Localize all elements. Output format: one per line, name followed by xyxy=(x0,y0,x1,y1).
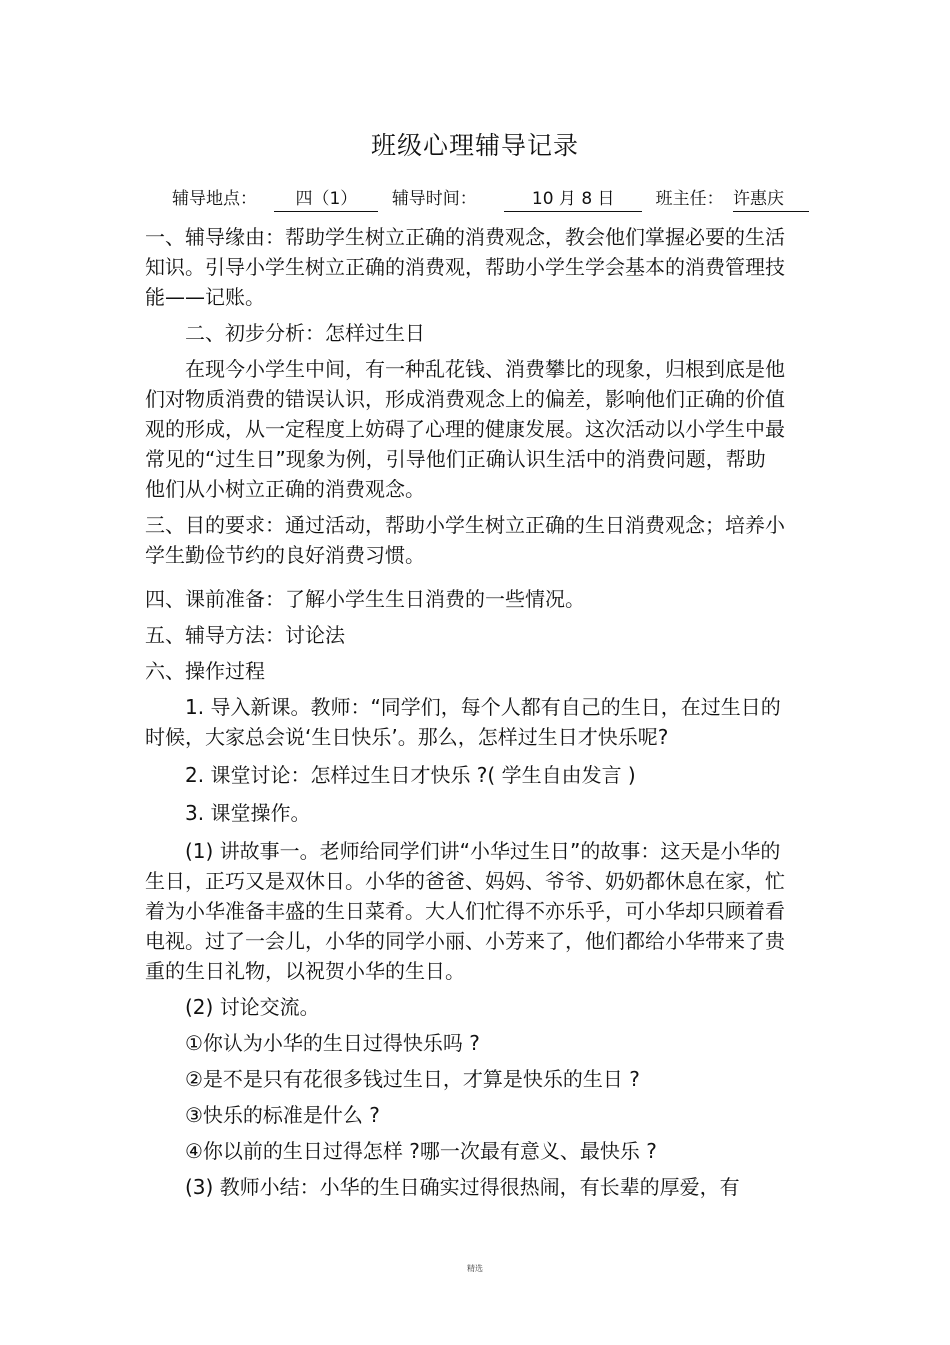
document-title: 班级心理辅导记录 xyxy=(370,131,579,160)
record-meta-line xyxy=(172,184,809,212)
section-analysis-heading: 二、初步分析：怎样过生日 xyxy=(185,321,425,345)
question-3: ③快乐的标准是什么 ? xyxy=(185,1103,380,1127)
section-method: 五、辅导方法：讨论法 xyxy=(145,623,345,647)
time-value: 10 月 8 日 xyxy=(504,184,642,212)
location-label: 辅导地点： xyxy=(172,189,257,209)
question-4: ④你以前的生日过得怎样 ?哪一次最有意义、最快乐 ? xyxy=(185,1139,657,1163)
question-1: ①你认为小华的生日过得快乐吗 ? xyxy=(185,1031,480,1055)
teacher-value: 许惠庆 xyxy=(733,184,809,212)
process-step-2: 2. 课堂讨论：怎样过生日才快乐 ?( 学生自由发言 ) xyxy=(185,763,636,787)
document-body xyxy=(145,222,785,1202)
section-process-heading: 六、操作过程 xyxy=(145,659,265,683)
section-reason: 一、辅导缘由：帮助学生树立正确的消费观念，教会他们掌握必要的生活知识。引导小学生树立正确的消费观，帮助小学生学会基本的消费管理技能——记账。 xyxy=(145,225,785,309)
section-analysis-body: 在现今小学生中间，有一种乱花钱、消费攀比的现象，归根到底是他们对物质消费的错误认识，形成消费观念上的偏差，影响他们正确的价值观的形成，从一定程度上妨碍了心理的健康发展。这次活动以小学生中最常见的“过生日”现象为例，引导他们正确认识生活中的消费问题，帮助他们从小树立正确的消费观念。 xyxy=(145,357,785,501)
story-paragraph: (1) 讲故事一。老师给同学们讲“小华过生日”的故事：这天是小华的生日，正巧又是双休日。小华的爸爸、妈妈、爷爷、奶奶都休息在家，忙着为小华准备丰盛的生日菜肴。大人们忙得不亦乐乎，可小华却只顾着看电视。过了一会儿，小华的同学小丽、小芳来了，他们都给小华带来了贵重的生日礼物，以祝贺小华的生日。 xyxy=(145,839,785,983)
question-2: ②是不是只有花很多钱过生日，才算是快乐的生日 ? xyxy=(185,1067,640,1091)
teacher-summary: (3) 教师小结：小华的生日确实过得很热闹，有长辈的厚爱，有 xyxy=(185,1175,740,1199)
location-value: 四（1） xyxy=(274,184,378,212)
teacher-label: 班主任： xyxy=(655,189,724,209)
process-step-3: 3. 课堂操作。 xyxy=(185,801,311,825)
section-goals: 三、目的要求：通过活动，帮助小学生树立正确的生日消费观念；培养小学生勤俭节约的良好消费习惯。 xyxy=(145,513,785,567)
page-footer: 精选 xyxy=(467,1264,483,1273)
discussion-heading: (2) 讨论交流。 xyxy=(185,995,320,1019)
section-preparation: 四、课前准备：了解小学生生日消费的一些情况。 xyxy=(145,587,585,611)
time-label: 辅导时间： xyxy=(391,189,477,209)
process-step-1: 1. 导入新课。教师：“同学们，每个人都有自己的生日，在过生日的时候，大家总会说‘生日快乐’。那么，怎样过生日才快乐呢? xyxy=(145,695,781,749)
